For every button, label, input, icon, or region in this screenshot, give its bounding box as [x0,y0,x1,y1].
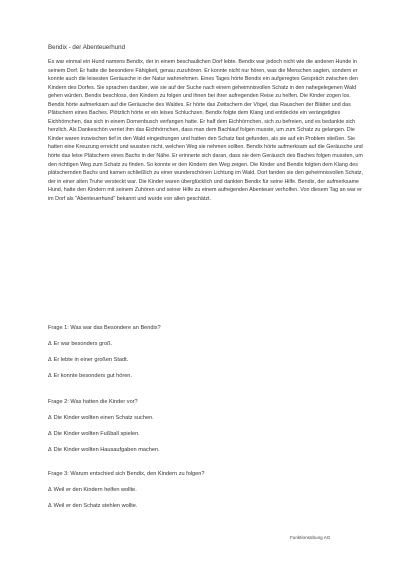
option-marker-icon: Δ [48,447,52,453]
story-text: Es war einmal ein Hund namens Bendix, der in einem beschaulichen Dorf lebte. Bendix war jedoch nicht wie die anderen Hunde in seinem Dorf. Er hatte die besondere Fähigkeit, genau zuzuhören. Er konnte nicht nur hören, was die Menschen sagten, sondern er konnte auch die leisesten Geräusche in der Natur wahrnehmen. Eines Tages hörte Bendix ein aufgeregtes Gespräch zwischen den Kindern des Dorfes. Sie sprachen darüber, wie sie auf der Suche nach einem geheimnisvollen Schatz in den nahegelegenen Wald gehen würden. Bendix beschloss, den Kindern zu folgen und ihnen bei ihrer aufregenden Reise zu helfen. Die Kinder zogen los. Bendix hörte aufmerksam auf die Geräusche des Waldes. Er hörte das Zwitschern der Vögel, das Rauschen der Blätter und das Plätschern eines Baches. Plötzlich hörte er ein leises Schluchzen. Bendix folgte dem Klang und entdeckte ein verängstigtes Eichhörnchen, das sich in einem Dornenbusch verfangen hatte. Er half dem Eichhörnchen, sich zu befreien, und es bedankte sich herzlich. Als Dankeschön verriet ihm das Eichhörnchen, dass man dem Bachlauf folgen musste, um zum Schatz zu gelangen. Die Kinder waren inzwischen tief in den Wald eingedrungen und hatten den Schatz fast gefunden, als sie auf ein Problem stießen. Sie hatten eine Kreuzung erreicht und wussten nicht, welchen Weg sie nehmen sollten. Bendix hörte aufmerksam auf die Geräusche und hörte das leise Plätschern eines Bachs in der Nähe. Er erinnerte sich daran, dass sie dem Geräusch des Baches folgen mussten, um den richtigen Weg zum Schatz zu finden. So konnte er den Kindern den Weg zeigen. Die Kinder und Bendix folgten dem Klang des plätschernden Bachs und kamen schließlich zu einer wunderschönen Lichtung im Wald. Dort fanden sie den geheimnisvollen Schatz, der in einer alten Truhe versteckt war. Die Kinder waren überglücklich und dankten Bendix für seine Hilfe. Bendix, der aufmerksame Hund, hatte den Kindern mit seinem Zuhören und seiner Hilfe zu einem aufregenden Abenteuer verholfen. Von diesem Tag an war er im Dorf als "Abenteuerhund" bekannt und wurde von allen geschätzt. [48,59,363,202]
question-3 [48,470,368,509]
option-label: Er war besonders groß. [53,341,113,347]
question-1-text: Frage 1: Was war das Besondere an Bendix? [48,325,161,331]
question-2-option-2[interactable] [48,430,140,438]
option-marker-icon: Δ [48,503,52,509]
option-marker-icon: Δ [48,357,52,363]
option-label: Weil er den Schatz stehlen wollte. [53,503,138,509]
option-label: Er konnte besonders gut hören. [53,373,132,379]
question-2-text: Frage 2: Was hatten die Kinder vor? [48,399,138,405]
option-marker-icon: Δ [48,431,52,437]
option-label: Weil er den Kindern helfen wollte. [53,487,137,493]
question-1-option-2[interactable] [48,356,128,364]
option-label: Die Kinder wollten einen Schatz suchen. [53,415,154,421]
question-3-option-2[interactable] [48,502,137,510]
option-marker-icon: Δ [48,373,52,379]
option-marker-icon: Δ [48,487,52,493]
option-label: Er lebte in einer großen Stadt. [53,357,129,363]
option-marker-icon: Δ [48,415,52,421]
question-2-option-1[interactable] [48,414,154,422]
footer-text: Funktionsübung AG [290,535,331,540]
question-2-option-3[interactable] [48,446,160,454]
question-2 [48,398,368,453]
question-1-option-1[interactable] [48,340,112,348]
option-marker-icon: Δ [48,341,52,347]
option-label: Die Kinder wollten Fußball spielen. [53,431,140,437]
question-3-option-1[interactable] [48,486,137,494]
question-1-option-3[interactable] [48,372,132,380]
document-title: Bendix - der Abenteuerhund [48,44,126,51]
option-label: Die Kinder wollten Hausaufgaben machen. [53,447,160,453]
question-1 [48,324,368,379]
question-3-text: Frage 3: Warum entschied sich Bendix, den Kindern zu folgen? [48,471,205,477]
